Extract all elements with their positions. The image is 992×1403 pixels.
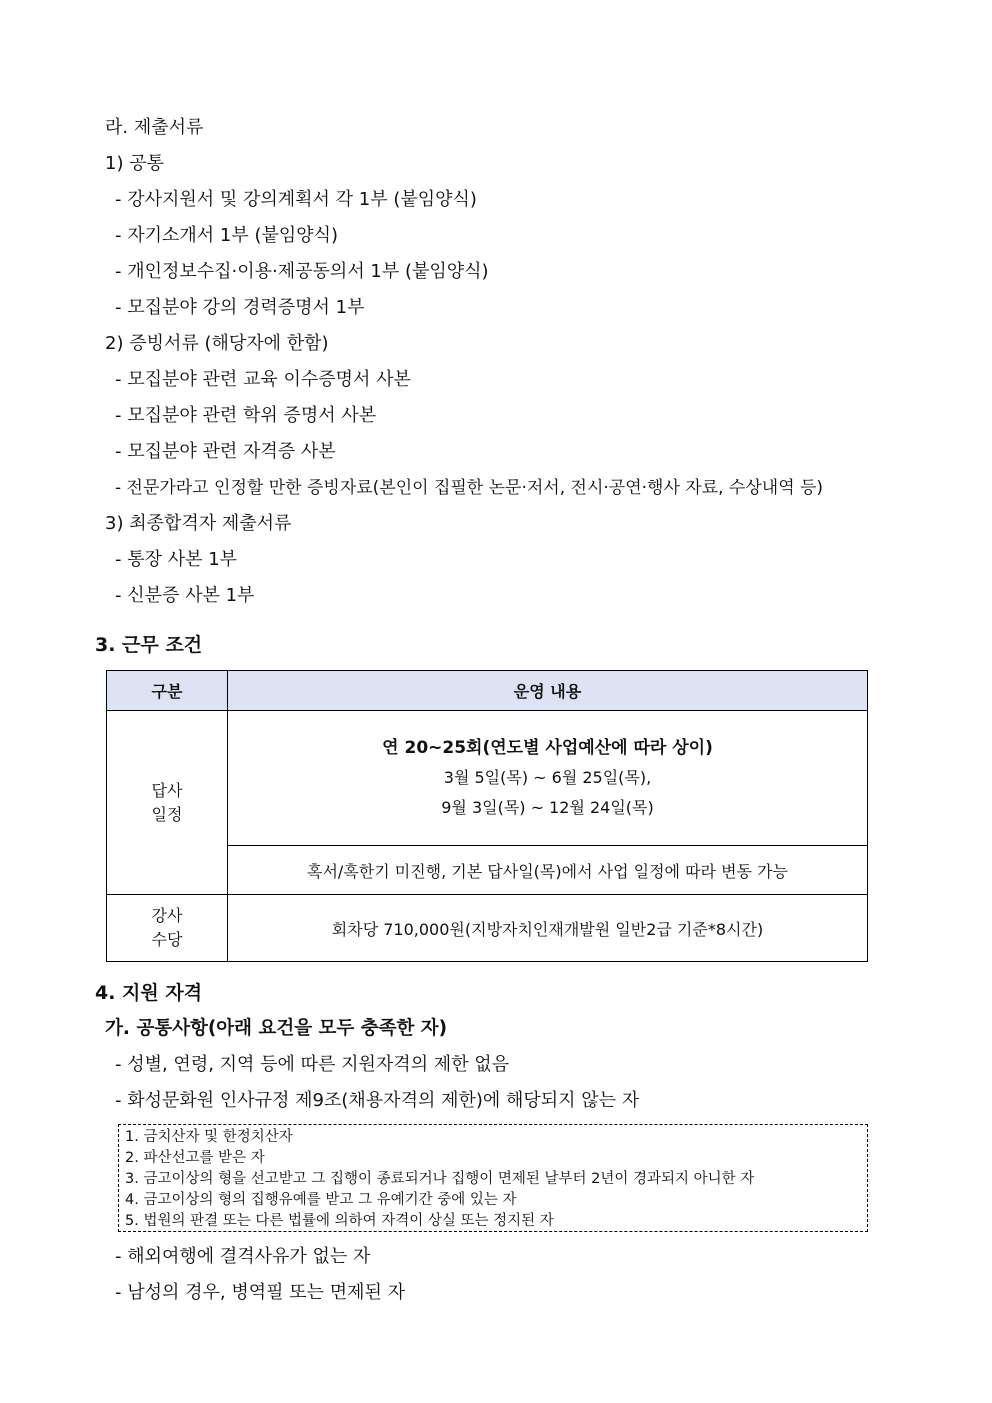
- table-header-row: [107, 671, 868, 711]
- section-title-qualifications: 4. 지원 자격: [95, 982, 203, 1004]
- schedule-main: 연 20~25회(연도별 사업예산에 따라 상이): [382, 738, 713, 758]
- list-item: - 자기소개서 1부 (붙임양식): [115, 225, 339, 246]
- list-item: - 성별, 연령, 지역 등에 따른 지원자격의 제한 없음: [115, 1054, 510, 1075]
- list-item: - 모집분야 관련 학위 증명서 사본: [115, 405, 377, 426]
- schedule-note-cell: 혹서/혹한기 미진행, 기본 답사일(목)에서 사업 일정에 따라 변동 가능: [228, 846, 868, 895]
- list-item: - 전문가라고 인정할 만한 증빙자료(본인이 집필한 논문·저서, 전시·공연·행사 자료, 수상내역 등): [115, 478, 824, 498]
- schedule-dates-1: 3월 5일(목) ~ 6월 25일(목),: [443, 768, 652, 787]
- subsection-title-common-requirements: 가. 공통사항(아래 요건을 모두 충족한 자): [105, 1018, 448, 1039]
- list-item: - 강사지원서 및 강의계획서 각 1부 (붙임양식): [115, 189, 477, 210]
- fee-label-line1: 강사: [151, 906, 183, 925]
- list-item: - 모집분야 관련 교육 이수증명서 사본: [115, 369, 411, 390]
- schedule-label-line1: 답사: [151, 780, 183, 800]
- list-item: - 남성의 경우, 병역필 또는 면제된 자: [115, 1282, 405, 1303]
- subsection-title-proof: 2) 증빙서류 (해당자에 한함): [105, 333, 329, 354]
- table-row: [107, 711, 868, 846]
- section-title-work-conditions: 3. 근무 조건: [95, 634, 203, 656]
- table-header-content: 운영 내용: [228, 671, 868, 711]
- schedule-label-cell: [107, 711, 228, 895]
- section-title-documents: 라. 제출서류: [105, 117, 204, 138]
- schedule-dates-2: 9월 3일(목) ~ 12월 24일(목): [441, 798, 654, 817]
- table-row: [107, 895, 868, 962]
- schedule-content-cell: [228, 711, 868, 846]
- list-item: - 화성문화원 인사규정 제9조(채용자격의 제한)에 해당되지 않는 자: [115, 1090, 640, 1111]
- box-item: 4. 금고이상의 형의 집행유예를 받고 그 유예기간 중에 있는 자: [125, 1192, 517, 1208]
- list-item: - 모집분야 관련 자격증 사본: [115, 441, 336, 462]
- disqualification-box: [118, 1124, 868, 1232]
- list-item: - 모집분야 강의 경력증명서 1부: [115, 297, 365, 318]
- box-item: 5. 법원의 판결 또는 다른 법률에 의하여 자격이 상실 또는 정지된 자: [125, 1213, 554, 1229]
- subsection-title-final: 3) 최종합격자 제출서류: [105, 513, 292, 534]
- list-item: - 해외여행에 결격사유가 없는 자: [115, 1246, 371, 1267]
- fee-label-line2: 수당: [151, 930, 183, 949]
- box-item: 3. 금고이상의 형을 선고받고 그 집행이 종료되거나 집행이 면제된 날부터 2년이 경과되지 아니한 자: [125, 1171, 755, 1187]
- list-item: - 신분증 사본 1부: [115, 585, 255, 606]
- box-item: 1. 금치산자 및 한정치산자: [125, 1129, 293, 1145]
- subsection-title-common: 1) 공통: [105, 153, 164, 174]
- list-item: - 통장 사본 1부: [115, 549, 238, 570]
- table-header-category: 구분: [107, 671, 228, 711]
- box-item: 2. 파산선고를 받은 자: [125, 1150, 265, 1166]
- work-conditions-table: [106, 670, 868, 962]
- fee-value-cell: 회차당 710,000원(지방자치인재개발원 일반2급 기준*8시간): [228, 895, 868, 962]
- list-item: - 개인정보수집·이용·제공동의서 1부 (붙임양식): [115, 261, 489, 282]
- schedule-label-line2: 일정: [151, 804, 183, 824]
- fee-label-cell: [107, 895, 228, 962]
